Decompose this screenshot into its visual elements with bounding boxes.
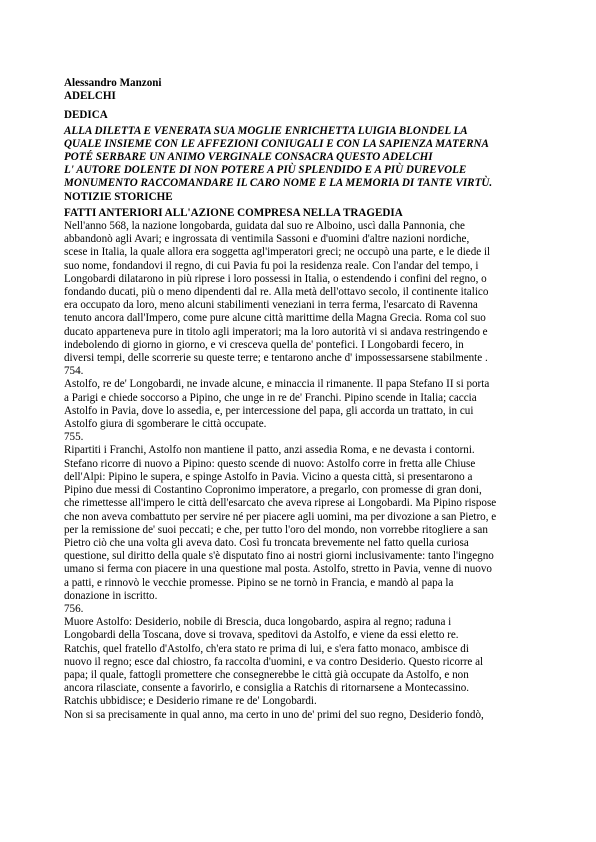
dedica-text — [64, 125, 544, 191]
work-title: ADELCHI — [64, 90, 116, 103]
body-line: Astolfo, re de' Longobardi, ne invade alcune, e minaccia il rimanente. Il papa Stefano II si porta — [64, 378, 490, 391]
body-line: Astolfo in Pavia, dove lo assedia, e, per intercessione del papa, gli accorda un trattato, in cui — [64, 404, 474, 417]
body-line: Ratchis ubbidisce; e Desiderio rimane re de' Longobardi. — [64, 695, 317, 708]
dedica-line: L' AUTORE DOLENTE DI NON POTERE A PIÙ SPLENDIDO E A PIÙ DUREVOLE — [64, 164, 467, 177]
body-line: 754. — [64, 365, 84, 378]
body-line: donazione in iscritto. — [64, 589, 158, 602]
body-line: Ratchis, quel fratello d'Astolfo, ch'era stato re prima di lui, e s'era fatto monaco, ambisce di — [64, 642, 469, 655]
body-line: scese in Italia, la quale allora era soggetta agl'imperatori greci; ne occupò una parte, e le diede il — [64, 246, 491, 259]
body-line: a Parigi e chiede soccorso a Pipino, che unge in re de' Franchi. Pipino scende in Italia; caccia — [64, 391, 477, 404]
document-page — [64, 77, 544, 722]
body-line: indebolendo di giorno in giorno, e vi cresceva quella de' pontefici. I Longobardi fecero, in — [64, 338, 464, 351]
body-line: suo nome, fondandovi il regno, di cui Pavia fu poi la residenza reale. Con l'andar del tempo, i — [64, 259, 479, 272]
body-line: 755. — [64, 431, 84, 444]
dedica-line: ALLA DILETTA E VENERATA SUA MOGLIE ENRICHETTA LUIGIA BLONDEL LA — [64, 124, 468, 137]
body-line: era occupato da loro, meno alcuni stabilimenti veneziani in terra ferma, l'esarcato di Ravenna — [64, 299, 478, 312]
body-line: nuovo il regno; esce dal chiostro, fa raccolta d'uomini, e va contro Desiderio. Questo ricorre al — [64, 655, 484, 668]
body-line: Pipino due messi di Costantino Copronimo imperatore, a pregarlo, con promesse di gran doni, — [64, 484, 482, 497]
notizie-subheading: FATTI ANTERIORI ALL'AZIONE COMPRESA NELLA TRAGEDIA — [64, 206, 403, 219]
notizie-heading: NOTIZIE STORICHE — [64, 190, 173, 203]
dedica-heading: DEDICA — [64, 109, 108, 122]
body-line: fondando ducati, più o meno dipendenti dal re. Alla metà dell'ottavo secolo, il continente italico — [64, 286, 489, 299]
body-line: dell'Alpi: Pipino le supera, e spinge Astolfo in Pavia. Vicino a questa città, si presentarono a — [64, 470, 473, 483]
body-line: per la remissione de' suoi peccati; e che, per tutto l'oro del mondo, non vorrebbe ritogliere a san — [64, 523, 488, 536]
body-line: Astolfo giura di sgomberare le città occupate. — [64, 418, 267, 431]
body-line: Stefano ricorre di nuovo a Pipino: questo scende di nuovo: Astolfo corre in fretta alle Chiuse — [64, 457, 476, 470]
body-line: umano si ferma con piacere in una questione mal posta. Astolfo, stretto in Pavia, venne di nuovo — [64, 563, 492, 576]
body-line: papa; il quale, fattogli promettere che consegnerebbe le città già occupate da Astolfo, e non — [64, 668, 469, 681]
body-line: diversi tempi, delle scorrerie su queste terre; e tentarono anche d' impossessarsene stabilmente . — [64, 352, 488, 365]
body-line: che rimettesse all'impero le città dell'esarcato che aveva riprese ai Longobardi. Ma Pipino rispose — [64, 497, 497, 510]
dedica-line: MONUMENTO RACCOMANDARE IL CARO NOME E LA MEMORIA DI TANTE VIRTÙ. — [64, 177, 493, 190]
body-line: Nell'anno 568, la nazione longobarda, guidata dal suo re Alboino, uscì dalla Pannonia, che — [64, 220, 465, 233]
body-line: 756. — [64, 602, 84, 615]
dedica-line: QUALE INSIEME CON LE AFFEZIONI CONIUGALI E CON LA SAPIENZA MATERNA — [64, 137, 489, 150]
body-line: abbandonò agli Avari; e ingrossata di ventimila Sassoni e d'uomini d'altre nazioni nordiche, — [64, 233, 470, 246]
body-line: a patti, e rinnovò le vecchie promesse. Pipino se ne tornò in Francia, e mandò al papa la — [64, 576, 454, 589]
author-name: Alessandro Manzoni — [64, 77, 162, 89]
body-text — [64, 220, 544, 722]
body-line: che non aveva combattuto per servire né per piacere agli uomini, ma per divozione a san Pietro, e — [64, 510, 497, 523]
body-line: questione, sul diritto della quale s'è disputato fino ai nostri giorni inclusivamente: tanto l'ingegno — [64, 550, 494, 563]
body-line: ducato apparteneva pure in titolo agli imperatori; ma la loro autorità vi si andava restringendo e — [64, 325, 488, 338]
body-line: Ripartiti i Franchi, Astolfo non mantiene il patto, anzi assedia Roma, e ne devasta i contorni. — [64, 444, 475, 457]
body-line: Longobardi dilatarono in più riprese i loro possessi in Italia, o estendendo i confini del regno, o — [64, 272, 487, 285]
body-line: ancora rilasciate, consente a favorirlo, e consiglia a Ratchis di ritornarsene a Montecassino. — [64, 682, 470, 695]
body-line: Non si sa precisamente in qual anno, ma certo in uno de' primi del suo regno, Desiderio fondò, — [64, 708, 484, 721]
dedica-line: POTÉ SERBARE UN ANIMO VERGINALE CONSACRA QUESTO ADELCHI — [64, 151, 433, 164]
body-line: Longobardi della Toscana, dove si trovava, speditovi da Astolfo, e viene da essi eletto re. — [64, 629, 459, 642]
body-line: Pietro ciò che una volta gli aveva dato. Così fu troncata brevemente nel fatto quella curiosa — [64, 536, 469, 549]
body-line: tenuto ancora dall'Impero, come pure alcune città marittime della Magna Grecia. Roma col suo — [64, 312, 486, 325]
body-line: Muore Astolfo: Desiderio, nobile di Brescia, duca longobardo, aspira al regno; raduna i — [64, 616, 452, 629]
